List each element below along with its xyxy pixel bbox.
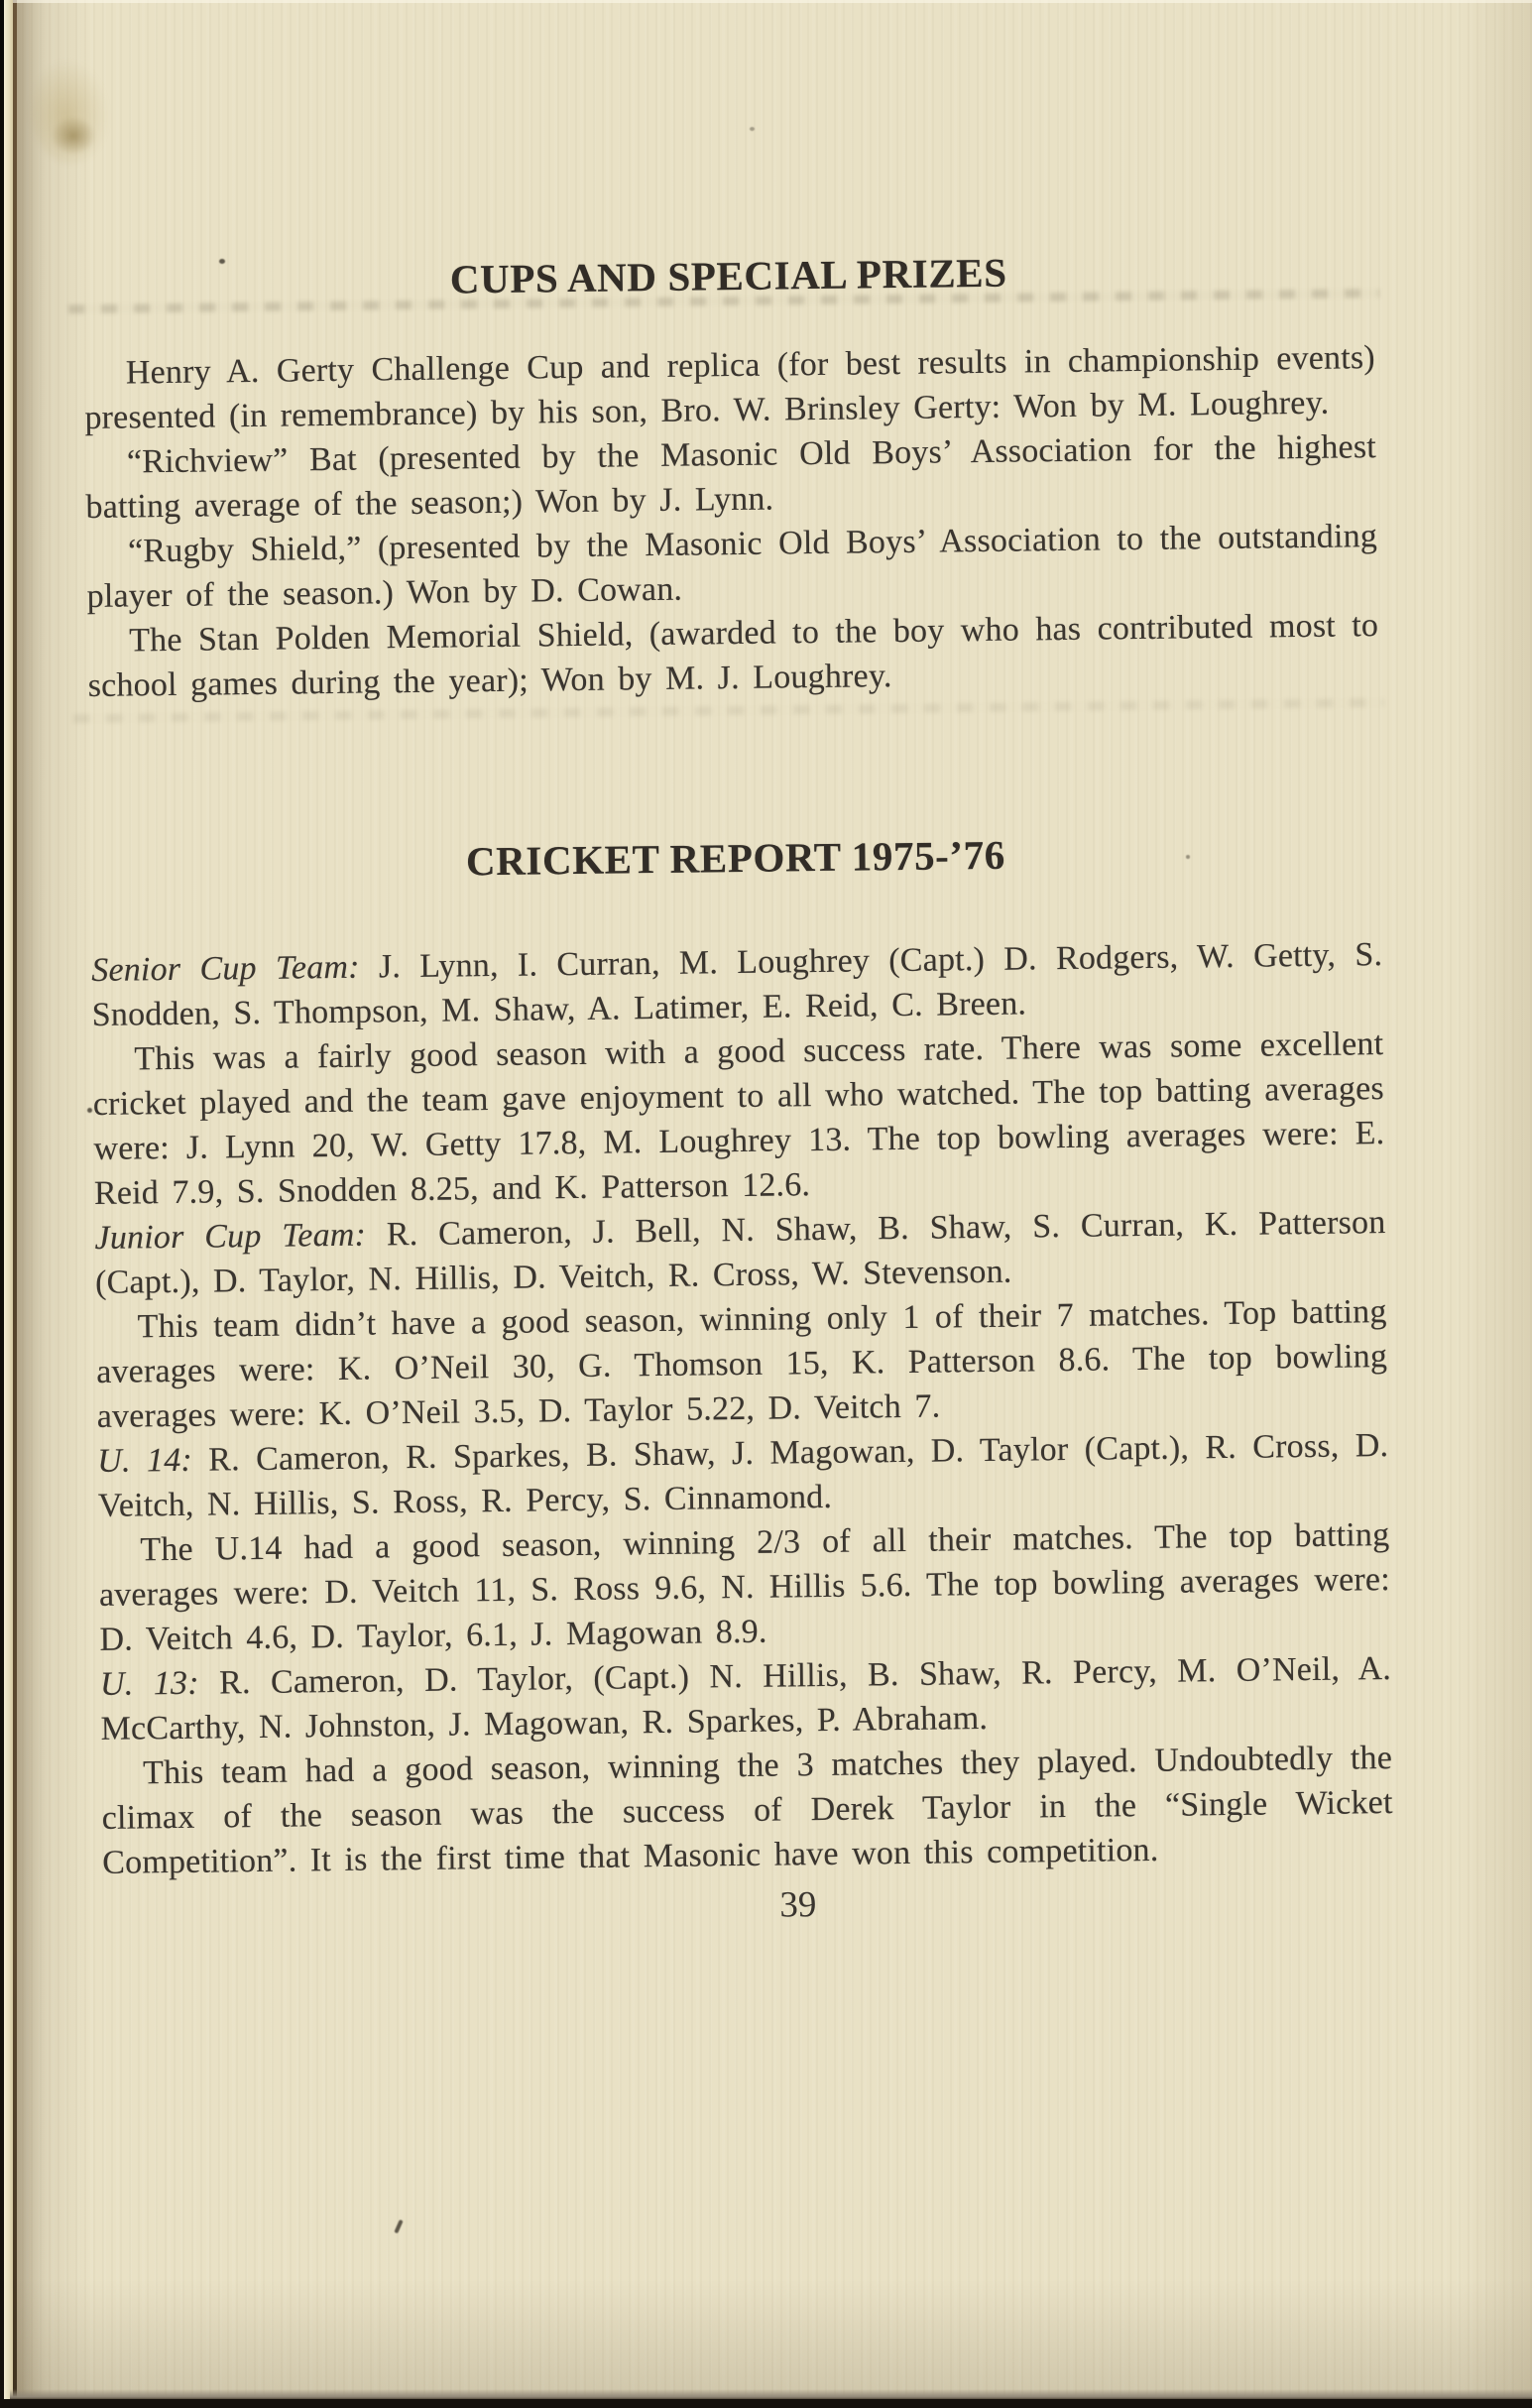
page-number: 39 — [779, 1884, 817, 1926]
paragraph-lead: Junior Cup Team: — [94, 1216, 388, 1257]
page-content — [79, 0, 1394, 1936]
paragraph-u14-team — [97, 1423, 1389, 1528]
paragraph-text: This team didn’t have a good season, winning only 1 of their 7 matches. Top batting averages were: K. O’Neil 30, G. Thomson 15, K. Patterson 8.6. The top bowling averages were: K. O’Neil 3.5, D. Taylor 5.22, D. Veitch 7. — [95, 1293, 1388, 1435]
paragraph-senior-cup-team — [91, 932, 1383, 1037]
paragraph-lead: U. 13: — [99, 1664, 220, 1703]
scan-edge-bottom — [0, 2399, 1532, 2408]
paragraph-text: R. Cameron, D. Taylor, (Capt.) N. Hillis, B. Shaw, R. Percy, M. O’Neil, A. McCarthy, N. Johnston, J. Magowan, R. Sparkes, P. Abraham. — [100, 1650, 1392, 1747]
section-cups-and-special-prizes — [84, 335, 1379, 708]
paragraph — [86, 514, 1378, 619]
paragraph-text: The Stan Polden Memorial Shield, (awarded to the boy who has contributed most to school games during the year); Won by M. J. Loughrey. — [87, 607, 1379, 704]
paragraph-text: The U.14 had a good season, winning 2/3 of all their matches. The top batting averages were: D. Veitch 11, S. Ross 9.6, N. Hillis 5.6. The top bowling averages were: D. Veitch 4.6, D. Taylor, 6.1, J. Magowan 8.9. — [98, 1516, 1391, 1658]
paragraph-junior-cup-team — [94, 1200, 1386, 1305]
paragraph — [85, 424, 1377, 530]
paragraph — [95, 1289, 1388, 1439]
paragraph-text: J. Lynn, I. Curran, M. Loughrey (Capt.) D. Rodgers, W. Getty, S. Snodden, S. Thompson, M. Shaw, A. Latimer, E. Reid, C. Breen. — [91, 936, 1383, 1033]
section-cricket-report — [91, 932, 1393, 1885]
adjacent-page-edge — [4, 0, 13, 2408]
paragraph-text: “Richview” Bat (presented by the Masonic Old Boys’ Association for the highest batting average of the season;) Won by J. Lynn. — [85, 428, 1377, 527]
paragraph-text: “Rugby Shield,” (presented by the Masonic Old Boys’ Association to the outstanding player of the season.) Won by D. Cowan. — [86, 518, 1378, 615]
paragraph — [84, 335, 1376, 440]
page-bottom-shadow — [10, 2389, 1532, 2399]
section-title-cups-and-special-prizes: CUPS AND SPECIAL PRIZES — [449, 249, 1007, 302]
paragraph — [92, 1022, 1385, 1216]
paragraph — [101, 1736, 1394, 1885]
paragraph-text: R. Cameron, J. Bell, N. Shaw, B. Shaw, S. Curran, K. Patterson (Capt.), D. Taylor, N. Hillis, D. Veitch, R. Cross, W. Stevenson. — [94, 1204, 1386, 1301]
paragraph-u13-team — [100, 1646, 1392, 1751]
paragraph-text: Henry A. Gerty Challenge Cup and replica (for best results in championship events) presented (in remembrance) by his son, Bro. W. Brinsley Gerty: Won by M. Loughrey. — [84, 339, 1376, 437]
paragraph — [87, 603, 1379, 708]
paragraph-text: R. Cameron, R. Sparkes, B. Shaw, J. Magowan, D. Taylor (Capt.), R. Cross, D. Veitch, N. Hillis, S. Ross, R. Percy, S. Cinnamond. — [97, 1427, 1389, 1524]
paragraph-lead: U. 14: — [97, 1441, 209, 1480]
paragraph-text: This team had a good season, winning the 3 matches they played. Undoubtedly the climax of the season was the success of Derek Taylor in the “Single Wicket Competition”. It is the first time that Masonic have won this competition. — [101, 1740, 1393, 1881]
paragraph — [98, 1512, 1391, 1662]
paragraph-text: This was a fairly good season with a good success rate. There was some excellent cricket played and the team gave enjoyment to all who watched. The top batting averages were: J. Lynn 20, W. Getty 17.8, M. Loughrey 13. The top bowling averages were: E. Reid 7.9, S. Snodden 8.25, and K. Patterson 12.6. — [92, 1025, 1385, 1212]
paragraph-lead: Senior Cup Team: — [91, 948, 380, 989]
gutter-shadow — [17, 0, 47, 2408]
section-title-cricket-report: CRICKET REPORT 1975-’76 — [465, 831, 1006, 885]
